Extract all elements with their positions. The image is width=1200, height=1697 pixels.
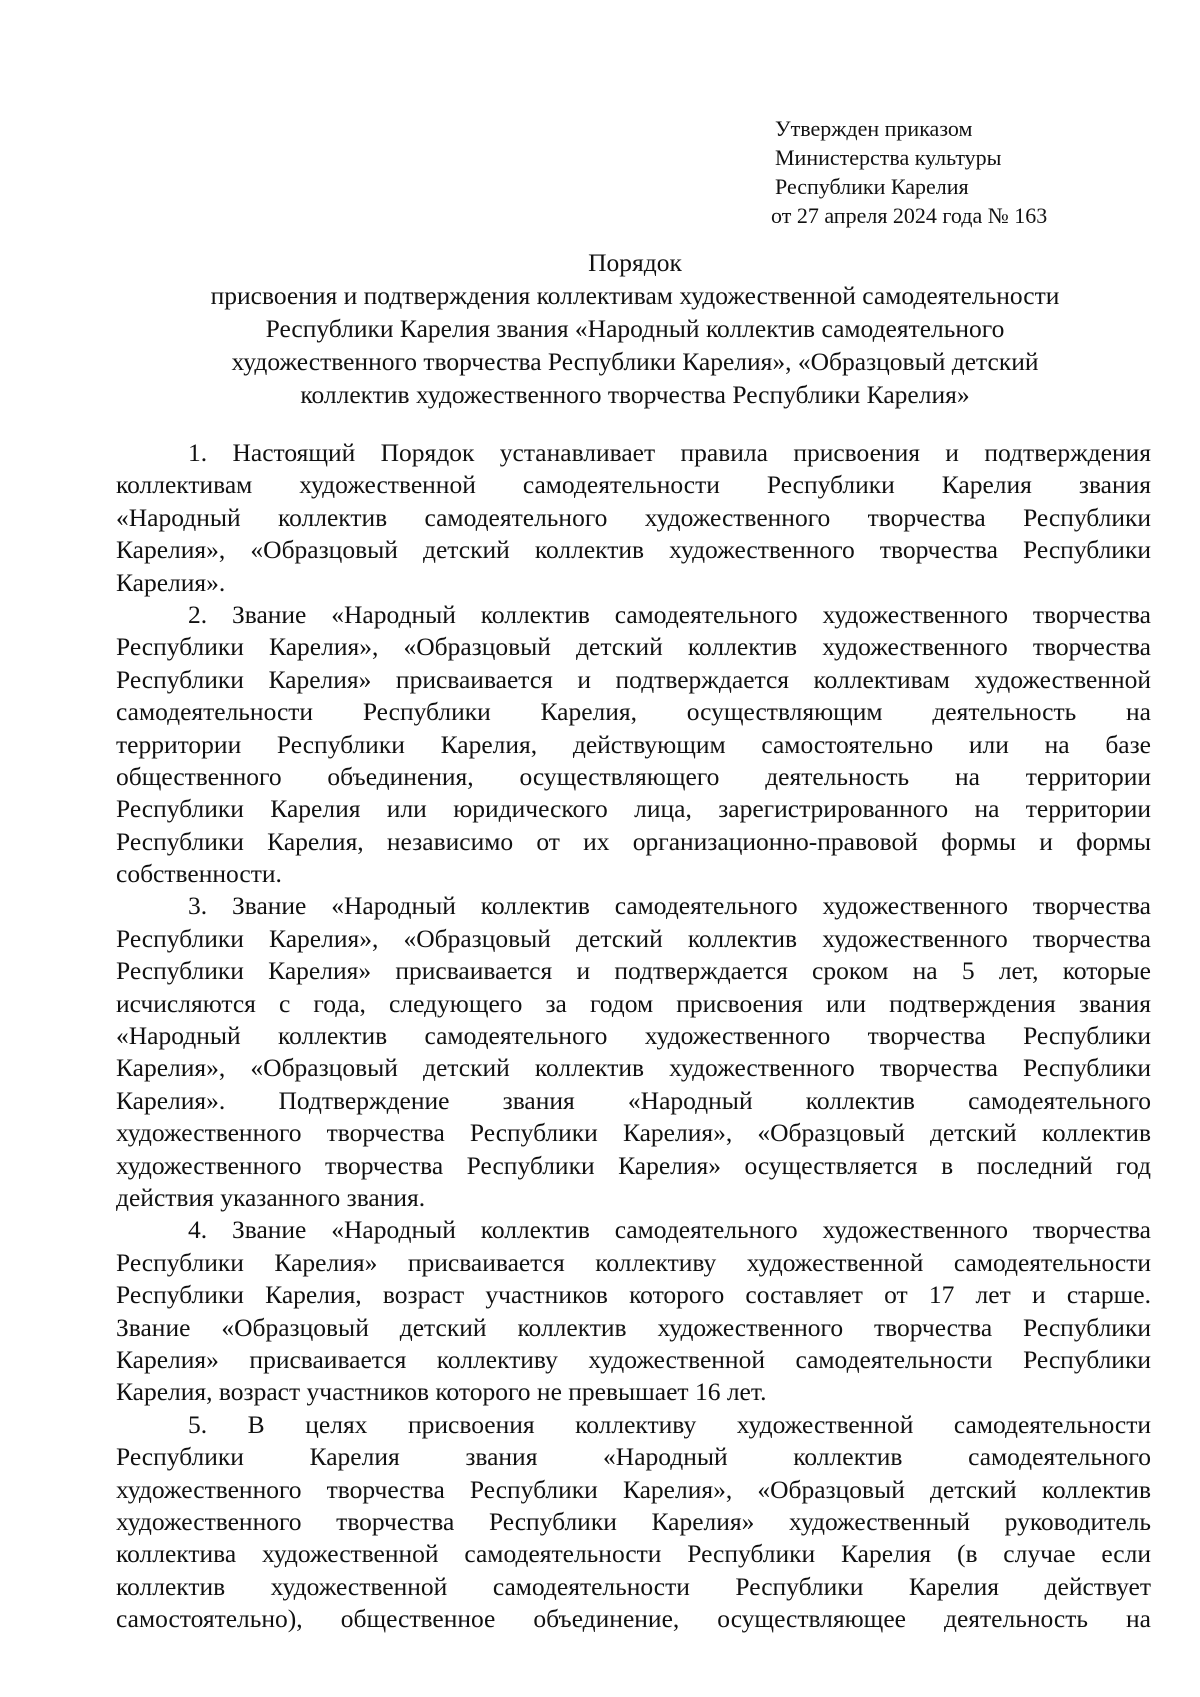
paragraph-line: «Народный коллектив самодеятельного художественного творчества Республики	[116, 1021, 1151, 1051]
paragraph-line: Карелия», «Образцовый детский коллектив художественного творчества Республики	[116, 535, 1151, 565]
paragraph-line: Республики Карелия или юридического лица, зарегистрированного на территории	[116, 794, 1151, 824]
paragraph-line: Республики Карелия» присваивается и подтверждается сроком на 5 лет, которые	[116, 956, 1151, 986]
approval-stamp-block	[771, 114, 1048, 230]
paragraph-line: коллектива художественной самодеятельности Республики Карелия (в случае если	[116, 1539, 1151, 1569]
paragraph-line: 4. Звание «Народный коллектив самодеятельного художественного творчества	[188, 1215, 1151, 1245]
paragraph-line: коллектив художественной самодеятельности Республики Карелия действует	[116, 1571, 1151, 1601]
paragraph	[116, 599, 1151, 891]
title-line: Республики Карелия звания «Народный коллектив самодеятельного	[265, 314, 1005, 343]
paragraph-line: Карелия, возраст участников которого не превышает 16 лет.	[116, 1377, 767, 1407]
paragraph	[116, 437, 1151, 599]
paragraph-line: Республики Карелия, возраст участников которого составляет от 17 лет и старше.	[116, 1280, 1151, 1310]
paragraph-line: Карелия».	[116, 567, 226, 597]
paragraph-line: художественного творчества Республики Карелия», «Образцовый детский коллектив	[116, 1118, 1151, 1148]
paragraph-line: Звание «Образцовый детский коллектив художественного творчества Республики	[116, 1312, 1151, 1342]
paragraph-line: художественного творчества Республики Карелия», «Образцовый детский коллектив	[116, 1474, 1151, 1504]
paragraph-line: 1. Настоящий Порядок устанавливает правила присвоения и подтверждения	[188, 438, 1151, 467]
document-title	[120, 246, 1150, 411]
paragraph	[116, 1214, 1151, 1408]
approval-date-line: от 27 апреля 2024 года № 163	[771, 203, 1048, 228]
paragraph-line: Карелия», «Образцовый детский коллектив художественного творчества Республики	[116, 1053, 1151, 1083]
paragraph-line: Республики Карелия звания «Народный коллектив самодеятельного	[116, 1442, 1151, 1472]
paragraph-line: исчисляются с года, следующего за годом присвоения или подтверждения звания	[116, 988, 1151, 1018]
approval-line: Министерства культуры	[775, 145, 1002, 170]
paragraph-line: Республики Карелия», «Образцовый детский коллектив художественного творчества	[116, 923, 1151, 953]
paragraph-line: «Народный коллектив самодеятельного художественного творчества Республики	[116, 502, 1151, 532]
paragraph-line: 3. Звание «Народный коллектив самодеятельного художественного творчества	[188, 891, 1151, 921]
document-body	[116, 437, 1151, 1635]
paragraph-line: Республики Карелия», «Образцовый детский коллектив художественного творчества	[116, 632, 1151, 662]
paragraph-line: Республики Карелия» присваивается коллективу художественной самодеятельности	[116, 1247, 1151, 1277]
paragraph-line: коллективам художественной самодеятельности Республики Карелия звания	[116, 470, 1151, 500]
paragraph-line: собственности.	[116, 859, 282, 889]
paragraph-line: самодеятельности Республики Карелия, осуществляющим деятельность на	[116, 697, 1151, 727]
paragraph-line: 5. В целях присвоения коллективу художественной самодеятельности	[188, 1409, 1151, 1439]
paragraph-line: действия указанного звания.	[116, 1182, 426, 1212]
paragraph-line: общественного объединения, осуществляющего деятельность на территории	[116, 761, 1151, 791]
title-line: присвоения и подтверждения коллективам художественной самодеятельности	[210, 281, 1060, 310]
paragraph	[116, 1409, 1151, 1636]
paragraph-line: художественного творчества Республики Карелия» осуществляется в последний год	[116, 1150, 1151, 1180]
title-line: художественного творчества Республики Карелия», «Образцовый детский	[231, 347, 1039, 376]
paragraph-line: Карелия». Подтверждение звания «Народный коллектив самодеятельного	[116, 1085, 1151, 1115]
title-heading: Порядок	[588, 248, 682, 277]
paragraph-line: самостоятельно), общественное объединение, осуществляющее деятельность на	[116, 1604, 1151, 1634]
paragraph-line: Карелия» присваивается коллективу художественной самодеятельности Республики	[116, 1344, 1151, 1374]
approval-line: Республики Карелия	[775, 174, 969, 199]
title-line: коллектив художественного творчества Республики Карелия»	[300, 380, 970, 409]
paragraph-line: Республики Карелия» присваивается и подтверждается коллективам художественной	[116, 664, 1151, 694]
paragraph-line: художественного творчества Республики Карелия» художественный руководитель	[116, 1506, 1151, 1536]
paragraph-line: Республики Карелия, независимо от их организационно-правовой формы и формы	[116, 826, 1151, 856]
paragraph	[116, 890, 1151, 1214]
paragraph-line: территории Республики Карелия, действующим самостоятельно или на базе	[116, 729, 1151, 759]
paragraph-line: 2. Звание «Народный коллектив самодеятельного художественного творчества	[188, 599, 1151, 629]
approval-line: Утвержден приказом	[775, 116, 973, 141]
